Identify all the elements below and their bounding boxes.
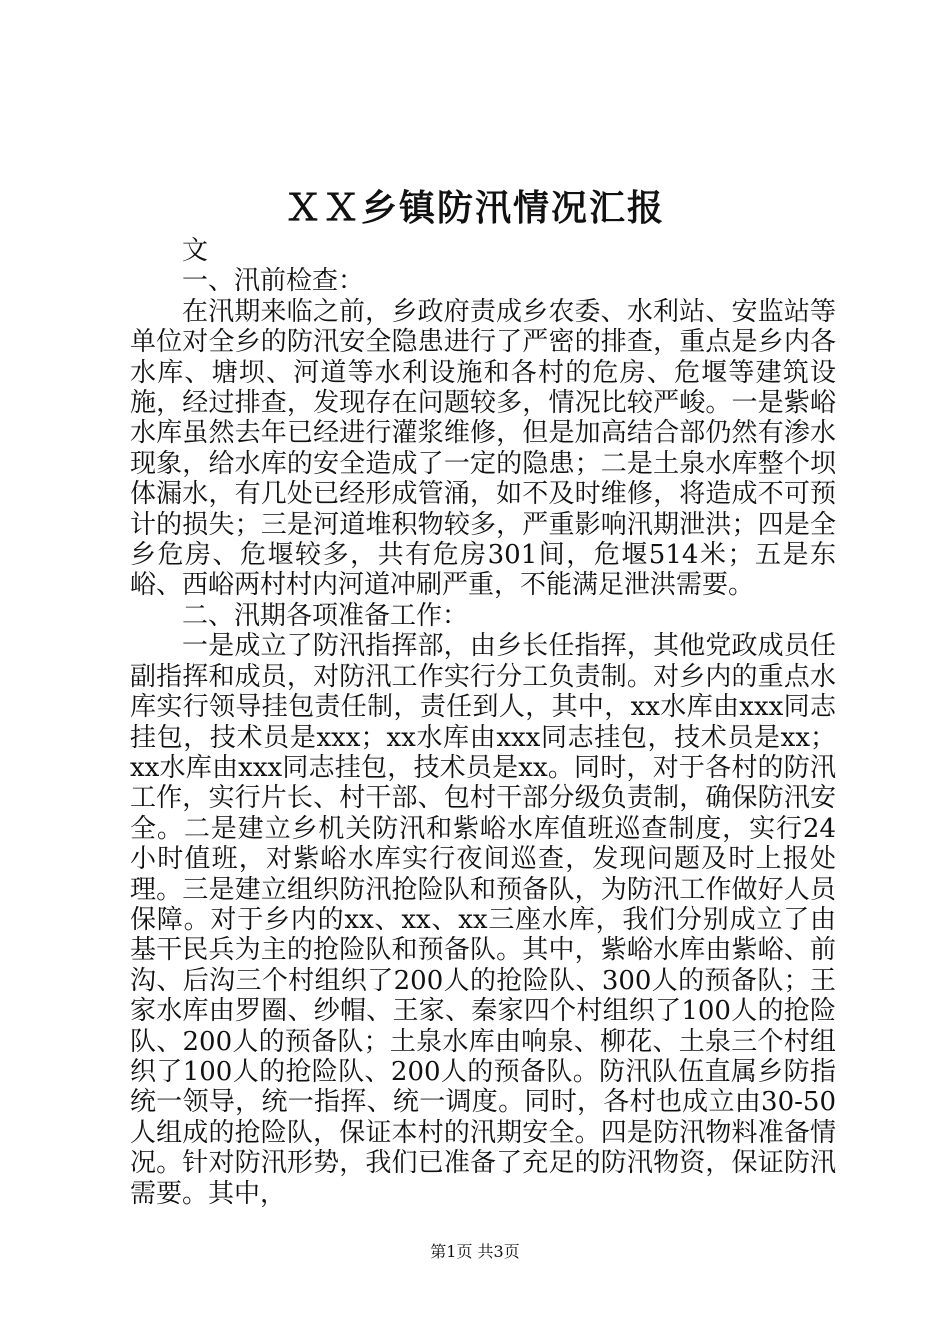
author-line: 文 [182, 236, 209, 266]
document-body [130, 236, 836, 1209]
page-title: ＸＸ乡镇防汛情况汇报 [284, 187, 665, 229]
page-footer: 第1页 共3页 [430, 1242, 520, 1261]
paragraph-pre-flood-inspection: 在汛期来临之前，乡政府责成乡农委、水利站、安监站等单位对全乡的防汛安全隐患进行了严密的排查，重点是乡内各水库、塘坝、河道等水利设施和各村的危房、危堰等建筑设施，经过排查，发现存在问题较多，情况比较严峻。一是紫峪水库虽然去年已经进行灌浆维修，但是加高结合部仍然有渗水现象，给水库的安全造成了一定的隐患；二是土泉水库整个坝体漏水，有几处已经形成管涌，如不及时维修，将造成不可预计的损失；三是河道堆积物较多，严重影响汛期泄洪；四是全乡危房、危堰较多，共有危房301间，危堰514米；五是东峪、西峪两村村内河道冲刷严重，不能满足泄洪需要。 [130, 296, 836, 601]
paragraph-flood-preparation: 一是成立了防汛指挥部，由乡长任指挥，其他党政成员任副指挥和成员，对防汛工作实行分工负责制。对乡内的重点水库实行领导挂包责任制，责任到人，其中，xx水库由xxx同志挂包，技术员是xxx；xx水库由xxx同志挂包，技术员是xx；xx水库由xxx同志挂包，技术员是xx。同时，对于各村的防汛工作，实行片长、村干部、包村干部分级负责制，确保防汛安全。二是建立乡机关防汛和紫峪水库值班巡查制度，实行24小时值班，对紫峪水库实行夜间巡查，发现问题及时上报处理。三是建立组织防汛抢险队和预备队，为防汛工作做好人员保障。对于乡内的xx、xx、xx三座水库，我们分别成立了由基干民兵为主的抢险队和预备队。其中，紫峪水库由紫峪、前沟、后沟三个村组织了200人的抢险队、300人的预备队；王家水库由罗圈、纱帽、王家、秦家四个村组织了100人的抢险队、200人的预备队；土泉水库由响泉、柳花、土泉三个村组织了100人的抢险队、200人的预备队。防汛队伍直属乡防指统一领导，统一指挥、统一调度。同时，各村也成立由30-50人组成的抢险队，保证本村的汛期安全。四是防汛物料准备情况。针对防汛形势，我们已准备了充足的防汛物资，保证防汛需要。其中， [130, 631, 836, 1209]
section-heading-flood-preparation: 二、汛期各项准备工作： [182, 600, 469, 631]
section-heading-pre-flood-inspection: 一、汛前检查： [182, 266, 365, 297]
